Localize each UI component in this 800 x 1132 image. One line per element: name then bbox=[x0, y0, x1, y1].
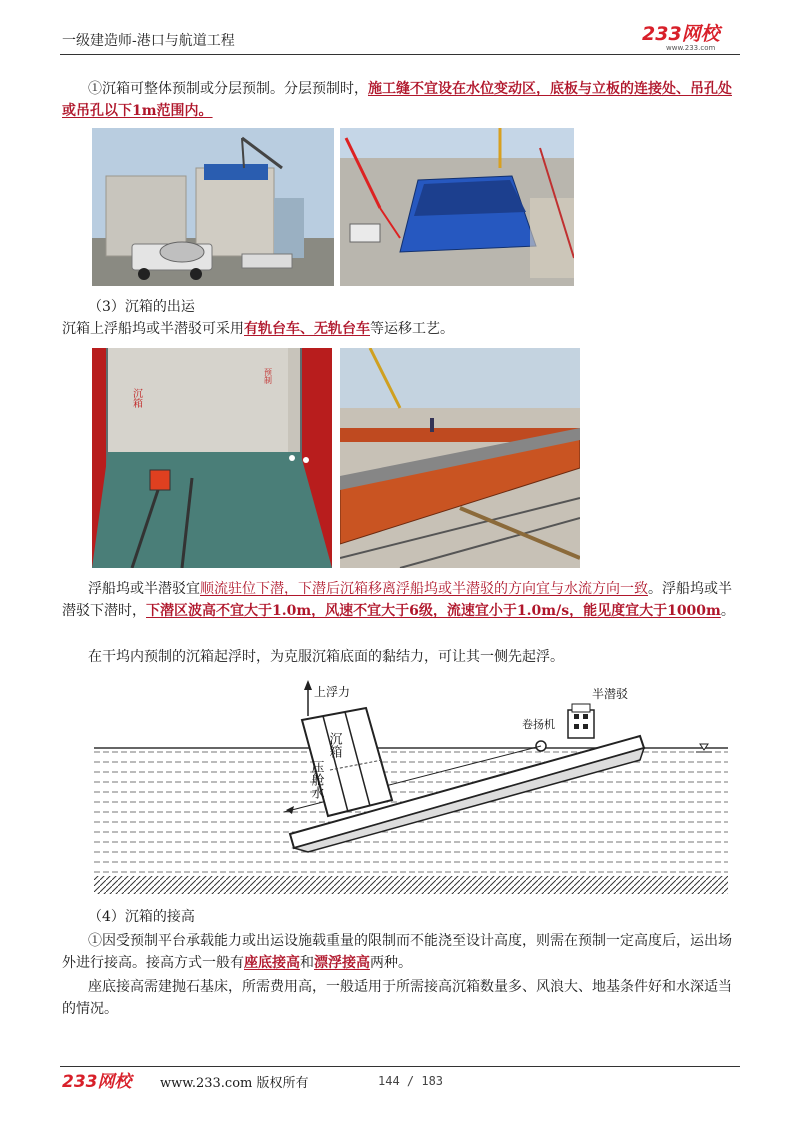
heightening-tail: 两种。 bbox=[370, 955, 412, 971]
page-number: 144 / 183 bbox=[378, 1074, 444, 1088]
photo-caisson-formwork bbox=[340, 128, 574, 286]
transport-tail: 等运移工艺。 bbox=[370, 321, 454, 337]
header-logo-text: 233网校 bbox=[642, 23, 720, 45]
float-highlight-conditions: 下潜区波高不宜大于1.0m，风速不宜大于6级，流速宜小于1.0m/s，能见度宜大于1000m bbox=[146, 603, 721, 619]
photo-rail-trolley bbox=[340, 348, 580, 568]
header-title: 一级建造师-港口与航道工程 bbox=[62, 33, 235, 49]
heightening-highlight-bottom: 座底接高 bbox=[244, 955, 300, 971]
paragraph-float-dock bbox=[62, 578, 738, 622]
paragraph-heightening bbox=[62, 930, 738, 974]
label-ballast: 压舱水 bbox=[308, 760, 324, 799]
header-logo-sub: www.233.com bbox=[666, 44, 716, 52]
heightening-lead: ①因受预制平台承载能力或出运设施载重量的限制而不能浇至设计高度，则需在预制一定高度后，运出场外进行接高。接高方式一般有 bbox=[62, 933, 732, 971]
label-buoyancy: 上浮力 bbox=[314, 685, 351, 699]
photo3-banner-text: 沉箱 bbox=[130, 388, 142, 408]
footer-divider bbox=[60, 1066, 740, 1067]
photo3-side-text: 预制 bbox=[263, 368, 273, 384]
float-tail: 。 bbox=[720, 603, 735, 619]
label-winch: 卷扬机 bbox=[522, 718, 555, 731]
transport-lead: 沉箱上浮船坞或半潜驳可采用 bbox=[62, 321, 244, 337]
prefab-highlight: 施工缝不宜设在水位变动区，底板与立板的连接处、吊孔处或吊孔以下1m范围内。 bbox=[62, 81, 732, 119]
footer-logo bbox=[62, 1068, 152, 1092]
header-divider bbox=[60, 54, 740, 55]
paragraph-prefab bbox=[62, 78, 738, 122]
footer-logo-text: 233网校 bbox=[62, 1072, 132, 1092]
label-semi-submersible-barge: 半潜驳 bbox=[592, 687, 629, 701]
label-caisson: 沉箱 bbox=[326, 732, 342, 758]
paragraph-transport bbox=[62, 318, 738, 340]
header-logo bbox=[640, 22, 750, 52]
prefab-lead: ①沉箱可整体预制或分层预制。分层预制时， bbox=[88, 81, 368, 97]
float-lead: 浮船坞或半潜驳宜 bbox=[88, 581, 200, 597]
heightening-and: 和 bbox=[300, 955, 314, 971]
paragraph-dry-dock: 在干坞内预制的沉箱起浮时，为克服沉箱底面的黏结力，可让其一侧先起浮。 bbox=[88, 649, 564, 665]
float-highlight-direction: 顺流驻位下潜，下潜后沉箱移离浮船坞或半潜驳的方向宜与水流方向一致 bbox=[200, 581, 648, 597]
float-mid: 。浮船坞或半潜驳下潜时， bbox=[62, 581, 732, 619]
section-4-heading: （4）沉箱的接高 bbox=[88, 909, 195, 925]
paragraph-bottom-heightening: 座底接高需建抛石基床，所需费用高，一般适用于所需接高沉箱数量多、风浪大、地基条件好和水深适当的情况。 bbox=[62, 979, 732, 1017]
photo-caisson-on-barge bbox=[92, 348, 332, 568]
section-3-heading: （3）沉箱的出运 bbox=[88, 299, 195, 315]
transport-highlight: 有轨台车、无轨台车 bbox=[244, 321, 370, 337]
footer-copyright: www.233.com 版权所有 bbox=[160, 1076, 309, 1091]
diagram-caisson-floating bbox=[94, 676, 728, 896]
photo-caisson-pouring bbox=[92, 128, 334, 286]
heightening-highlight-floating: 漂浮接高 bbox=[314, 955, 370, 971]
